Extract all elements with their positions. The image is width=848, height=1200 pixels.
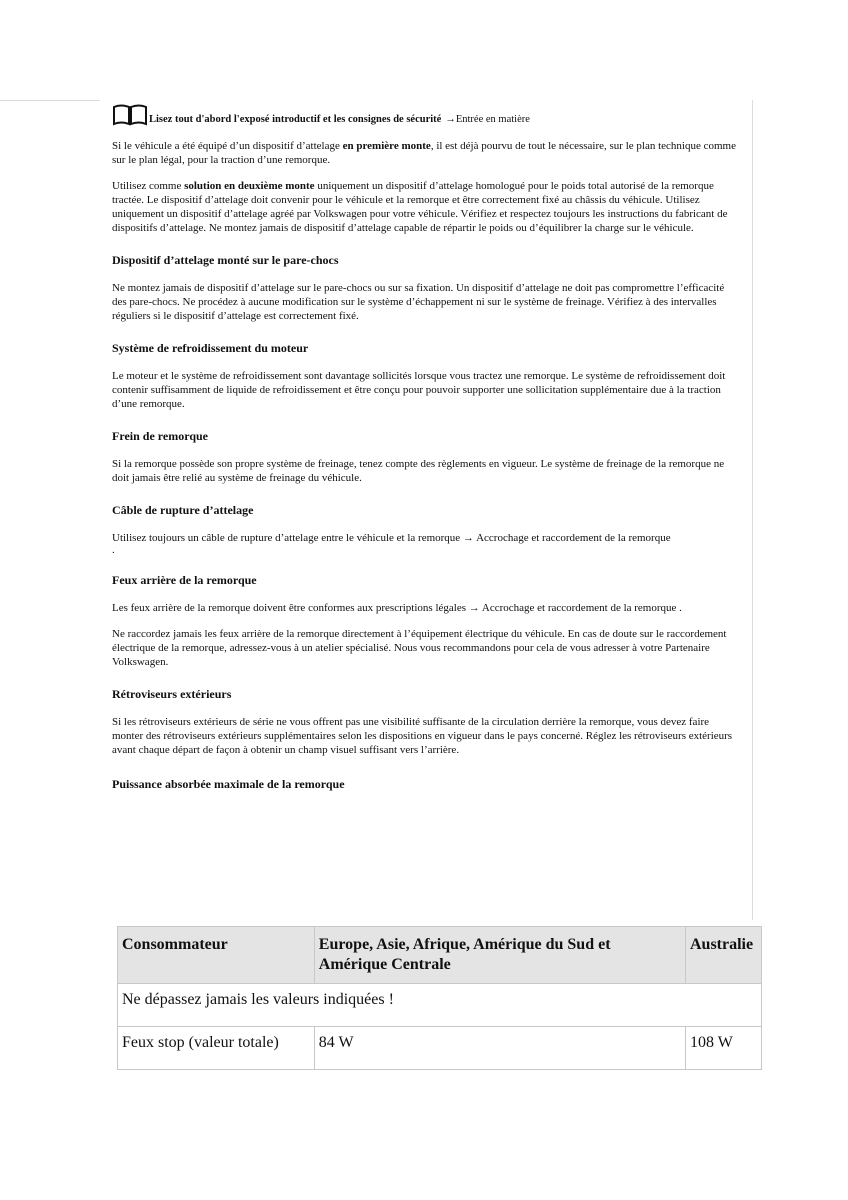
table-cell: 84 W xyxy=(314,1027,685,1070)
emphasis: solution en deuxième monte xyxy=(184,180,315,192)
paragraph-second-fit xyxy=(112,179,737,235)
section-text xyxy=(112,531,737,555)
table-header-cell: Europe, Asie, Afrique, Amérique du Sud et Amérique Centrale xyxy=(314,927,685,984)
trail-dot: . xyxy=(112,544,115,556)
table-header-cell: Australie xyxy=(686,927,762,984)
section-heading: Câble de rupture d’attelage xyxy=(112,503,254,517)
table-header-row xyxy=(118,927,762,984)
section-heading: Dispositif d’attelage monté sur le pare-chocs xyxy=(112,253,339,267)
page-frame-line xyxy=(752,100,753,920)
text-span: Utilisez comme xyxy=(112,180,185,192)
table-note: Ne dépassez jamais les valeurs indiquées ! xyxy=(118,984,762,1027)
text-span: Si le véhicule a été équipé d’un dispositif d’attelage xyxy=(112,140,343,152)
table-row xyxy=(118,1027,762,1070)
section-text: Si les rétroviseurs extérieurs de série ne vous offrent pas une visibilité suffisante de la circulation derrière la remorque, vous devez faire monter des rétroviseurs extérieurs supplémentaires selon les dispositions en vigueur dans le pays concerné. Réglez les rétroviseurs extérieurs avant chaque départ de façon à obtenir un champ visuel suffisant vers l’arrière. xyxy=(112,716,733,756)
book-icon xyxy=(112,103,148,127)
section-text: Le moteur et le système de refroidissement sont davantage sollicités lorsque vous tractez une remorque. Le système de refroidissement doit contenir suffisamment de liquide de refroidissement et être conçu pour pouvoir supporter une sollicitation supplémentaire due à la traction d’une remorque. xyxy=(112,370,726,410)
section-text: Ne raccordez jamais les feux arrière de la remorque directement à l’équipement électrique du véhicule. En cas de doute sur le raccordement électrique de la remorque, adressez-vous à un atelier spécialisé. Nous vous recommandons pour cela de vous adresser à votre Partenaire Volkswagen. xyxy=(112,628,727,668)
text-span: uniquement un dispositif d’attelage homologué pour le poids total autorisé de la remorque tractée. Le dispositif d’attelage doit convenir pour le véhicule et la remorque et être correctement fixé au châssis du véhicule. Utilisez uniquement un dispositif d’attelage agréé par Volkswagen pour votre véhicule. Vérifiez et respectez toujours les instructions du fabricant de dispositifs d’attelage. Ne montez jamais de dispositif d’attelage capable de répartir le poids ou d’équilibrer la charge sur le véhicule. xyxy=(112,180,728,234)
intro-line xyxy=(112,103,737,127)
cross-reference-text[interactable]: Utilisez toujours un câble de rupture d’attelage entre le véhicule et la remorque → Accrochage et raccordement de la remorque xyxy=(112,532,671,544)
section-heading: Rétroviseurs extérieurs xyxy=(112,687,232,701)
page-frame-line xyxy=(0,100,100,101)
section-heading: Puissance absorbée maximale de la remorque xyxy=(112,777,345,791)
power-table xyxy=(117,926,762,1070)
table-cell: Feux stop (valeur totale) xyxy=(118,1027,315,1070)
document-body xyxy=(112,103,737,805)
section-text: Les feux arrière de la remorque doivent être conformes aux prescriptions légales → Accrochage et raccordement de la remorque . xyxy=(112,602,682,614)
emphasis: en première monte xyxy=(342,140,431,152)
table-note-row xyxy=(118,984,762,1027)
section-heading: Système de refroidissement du moteur xyxy=(112,341,309,355)
section-heading: Feux arrière de la remorque xyxy=(112,573,257,587)
table-cell: 108 W xyxy=(686,1027,762,1070)
table-header-cell: Consommateur xyxy=(118,927,315,984)
section-text: Ne montez jamais de dispositif d’attelage sur le pare-chocs ou sur sa fixation. Un dispositif d’attelage ne doit pas compromettre l’efficacité des pare-chocs. Ne procédez à aucune modification sur le système d’échappement ni sur le système de freinage. Vérifiez à des intervalles réguliers si le dispositif d’attelage est correctement fixé. xyxy=(112,282,725,322)
intro-link[interactable]: →Entrée en matière xyxy=(445,114,530,125)
paragraph-first-fit xyxy=(112,139,737,167)
intro-text: Lisez tout d'abord l'exposé introductif et les consignes de sécurité xyxy=(149,114,442,125)
text-span: , il est déjà pourvu de tout le nécessaire, sur le plan technique comme sur le plan légal, pour la traction d’une remorque. xyxy=(112,140,736,166)
section-heading: Frein de remorque xyxy=(112,429,208,443)
section-text: Si la remorque possède son propre système de freinage, tenez compte des règlements en vigueur. Le système de freinage de la remorque ne doit jamais être relié au système de freinage du véhicule. xyxy=(112,458,725,484)
